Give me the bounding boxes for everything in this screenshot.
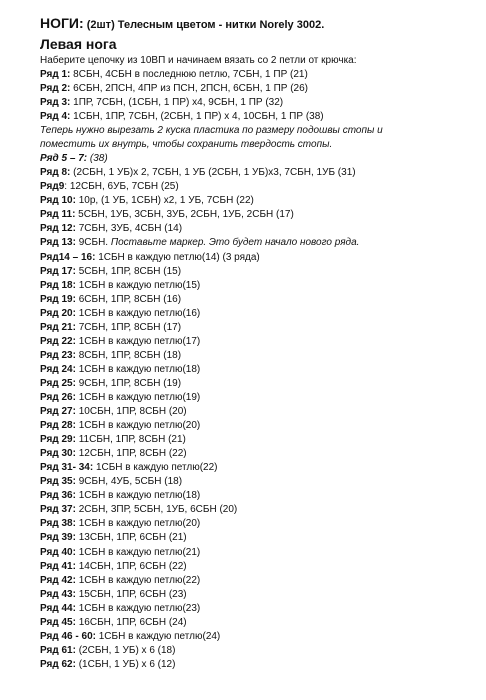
row-text: 6СБН, 2ПСН, 4ПР из ПСН, 2ПСН, 6СБН, 1 ПР (26) xyxy=(70,83,309,95)
row-label: Ряд 38: xyxy=(40,518,76,530)
pattern-row xyxy=(40,574,480,588)
row-label: Ряд 5 – 7: xyxy=(40,153,88,165)
row-text: (2СБН, 1 УБ)x 2, 7СБН, 1 УБ (2СБН, 1 УБ)x3, 7СБН, 1УБ (31) xyxy=(70,167,356,179)
pattern-row xyxy=(40,658,480,672)
document-header xyxy=(40,16,480,33)
rows-group-a xyxy=(40,68,480,124)
pattern-row xyxy=(40,517,480,531)
pattern-row xyxy=(40,588,480,602)
intro-text: Наберите цепочку из 10ВП и начинаем вязать со 2 петли от крючка: xyxy=(40,55,357,66)
rows-group-c xyxy=(40,251,480,672)
row-text: 8СБН, 1ПР, 8СБН (18) xyxy=(75,349,182,361)
pattern-row xyxy=(40,391,480,405)
pattern-row xyxy=(40,265,480,279)
row-label: Ряд 8: xyxy=(40,167,71,179)
row-text: 1СБН, 1ПР, 7СБН, (2СБН, 1 ПР) x 4, 10СБН, 1 ПР (38) xyxy=(70,111,324,123)
row-label: Ряд 17: xyxy=(40,265,76,277)
row-text: 7СБН, 3УБ, 4СБН (14) xyxy=(75,223,183,235)
row-label: Ряд 36: xyxy=(40,490,76,502)
pattern-row xyxy=(40,461,480,475)
row-text: 1СБН в каждую петлю(18) xyxy=(75,490,201,502)
row-label: Ряд 28: xyxy=(40,420,76,432)
row-label: Ряд 11: xyxy=(40,209,76,221)
row-label: Ряд 13: xyxy=(40,237,76,249)
row-text: 9СБН, 4УБ, 5СБН (18) xyxy=(75,476,183,488)
pattern-row xyxy=(40,475,480,489)
row-text: 9СБН, 1ПР, 8СБН (19) xyxy=(75,377,182,389)
row-text: 8СБН, 4СБН в последнюю петлю, 7СБН, 1 ПР (21) xyxy=(70,69,308,80)
row-label: Ряд 24: xyxy=(40,363,76,375)
row-text: 2СБН, 3ПР, 5СБН, 1УБ, 6СБН (20) xyxy=(75,504,238,516)
row-text: 5СБН, 1ПР, 8СБН (15) xyxy=(75,265,182,277)
row-text: 1СБН в каждую петлю(22) xyxy=(75,574,201,586)
row-5-7 xyxy=(40,152,480,166)
row-label: Ряд 30: xyxy=(40,448,76,460)
row-label: Ряд 39: xyxy=(40,532,76,544)
row-label: Ряд 43: xyxy=(40,588,76,600)
row-label: Ряд14 – 16: xyxy=(40,251,96,263)
rows-group-b xyxy=(40,166,480,236)
row-text: 12СБН, 1ПР, 8СБН (22) xyxy=(75,448,187,460)
row-label: Ряд 3: xyxy=(40,97,71,109)
row-text: (38) xyxy=(87,153,108,165)
row-label: Ряд 61: xyxy=(40,644,76,656)
row-text: 1СБН в каждую петлю(15) xyxy=(75,279,201,291)
row-text: 16СБН, 1ПР, 6СБН (24) xyxy=(75,616,187,628)
pattern-row xyxy=(40,644,480,658)
pattern-row xyxy=(40,546,480,560)
row-text: 1СБН в каждую петлю(18) xyxy=(75,363,201,375)
row-label: Ряд 42: xyxy=(40,574,76,586)
header-title: НОГИ: xyxy=(40,15,84,31)
plastic-note xyxy=(40,124,480,152)
pattern-row xyxy=(40,433,480,447)
row-text: 1СБН в каждую петлю(16) xyxy=(75,307,201,319)
row-label: Ряд 35: xyxy=(40,476,76,488)
pattern-row xyxy=(40,419,480,433)
row-text: 9СБН. xyxy=(75,237,111,249)
pattern-row xyxy=(40,405,480,419)
row-text: 1СБН в каждую петлю(21) xyxy=(75,546,201,558)
row-label: Ряд 37: xyxy=(40,504,76,516)
row-label: Ряд 46 - 60: xyxy=(40,630,96,642)
pattern-row xyxy=(40,335,480,349)
document-page xyxy=(40,16,480,672)
header-subtitle: (2шт) Телесным цветом - нитки Norely 3002. xyxy=(86,19,325,31)
row-text: 1СБН в каждую петлю(20) xyxy=(75,420,201,432)
pattern-row xyxy=(40,377,480,391)
pattern-row xyxy=(40,194,480,208)
row-text: 10р, (1 УБ, 1СБН) x2, 1 УБ, 7СБН (22) xyxy=(75,195,254,207)
row-text: 1СБН в каждую петлю(17) xyxy=(75,335,201,347)
row-text: 6СБН, 1ПР, 8СБН (16) xyxy=(75,293,182,305)
pattern-row xyxy=(40,503,480,517)
row-label: Ряд 20: xyxy=(40,307,76,319)
row-text: 13СБН, 1ПР, 6СБН (21) xyxy=(75,532,187,544)
pattern-row xyxy=(40,602,480,616)
row-label: Ряд 10: xyxy=(40,195,76,207)
row-label: Ряд 21: xyxy=(40,321,76,333)
row-text: 11СБН, 1ПР, 8СБН (21) xyxy=(75,434,186,446)
pattern-row xyxy=(40,68,480,82)
row-text: 5СБН, 1УБ, 3СБН, 3УБ, 2СБН, 1УБ, 2СБН (17) xyxy=(75,209,294,221)
row-label: Ряд 22: xyxy=(40,335,76,347)
row-text: 10СБН, 1ПР, 8СБН (20) xyxy=(75,406,187,418)
row-text: 1ПР, 7СБН, (1СБН, 1 ПР) x4, 9СБН, 1 ПР (32) xyxy=(70,97,284,109)
pattern-row xyxy=(40,96,480,110)
note-line: поместить их внутрь, чтобы сохранить твердость стопы. xyxy=(40,139,333,151)
pattern-row xyxy=(40,363,480,377)
pattern-row xyxy=(40,166,480,180)
pattern-row xyxy=(40,489,480,503)
row-label: Ряд 27: xyxy=(40,406,76,418)
row-text: (1СБН, 1 УБ) x 6 (12) xyxy=(75,658,176,670)
row-label: Ряд 31- 34: xyxy=(40,462,94,474)
pattern-row xyxy=(40,293,480,307)
row-text: 1СБН в каждую петлю(20) xyxy=(75,518,201,530)
row-text: 1СБН в каждую петлю(14) (3 ряда) xyxy=(95,251,260,263)
pattern-row xyxy=(40,251,480,265)
row-13 xyxy=(40,236,480,250)
note-line: Теперь нужно вырезать 2 куска пластика по размеру подошвы стопы и xyxy=(40,125,383,137)
row-label: Ряд 26: xyxy=(40,391,76,403)
row-label: Ряд 40: xyxy=(40,546,76,558)
row-label: Ряд 29: xyxy=(40,434,76,446)
pattern-row xyxy=(40,307,480,321)
row-text: 15СБН, 1ПР, 6СБН (23) xyxy=(75,588,187,600)
pattern-row xyxy=(40,208,480,222)
row-label: Ряд9 xyxy=(40,181,65,193)
marker-note: Поставьте маркер. Это будет начало нового ряда. xyxy=(110,237,360,249)
row-label: Ряд 1: xyxy=(40,69,71,80)
row-label: Ряд 25: xyxy=(40,377,76,389)
pattern-row xyxy=(40,560,480,574)
pattern-row xyxy=(40,531,480,545)
row-text: 1СБН в каждую петлю(19) xyxy=(75,391,201,403)
pattern-row xyxy=(40,630,480,644)
pattern-row xyxy=(40,616,480,630)
row-text: 14СБН, 1ПР, 6СБН (22) xyxy=(75,560,187,572)
row-label: Ряд 12: xyxy=(40,223,76,235)
row-label: Ряд 44: xyxy=(40,602,76,614)
pattern-row xyxy=(40,279,480,293)
row-label: Ряд 45: xyxy=(40,616,76,628)
row-label: Ряд 19: xyxy=(40,293,76,305)
row-label: Ряд 62: xyxy=(40,658,76,670)
section-title: Левая нога xyxy=(40,36,117,52)
row-text: 7СБН, 1ПР, 8СБН (17) xyxy=(75,321,182,333)
pattern-row xyxy=(40,222,480,236)
row-text: 1СБН в каждую петлю(23) xyxy=(75,602,201,614)
pattern-row xyxy=(40,180,480,194)
row-label: Ряд 41: xyxy=(40,560,76,572)
row-text: (2СБН, 1 УБ) x 6 (18) xyxy=(75,644,176,656)
row-label: Ряд 4: xyxy=(40,111,71,123)
row-label: Ряд 2: xyxy=(40,83,71,95)
pattern-row xyxy=(40,321,480,335)
pattern-row xyxy=(40,349,480,363)
row-label: Ряд 23: xyxy=(40,349,76,361)
pattern-row xyxy=(40,82,480,96)
row-text: : 12СБН, 6УБ, 7СБН (25) xyxy=(64,181,179,193)
pattern-row xyxy=(40,447,480,461)
row-text: 1СБН в каждую петлю(24) xyxy=(95,630,221,642)
pattern-row xyxy=(40,110,480,124)
row-text: 1СБН в каждую петлю(22) xyxy=(93,462,218,474)
row-label: Ряд 18: xyxy=(40,279,76,291)
